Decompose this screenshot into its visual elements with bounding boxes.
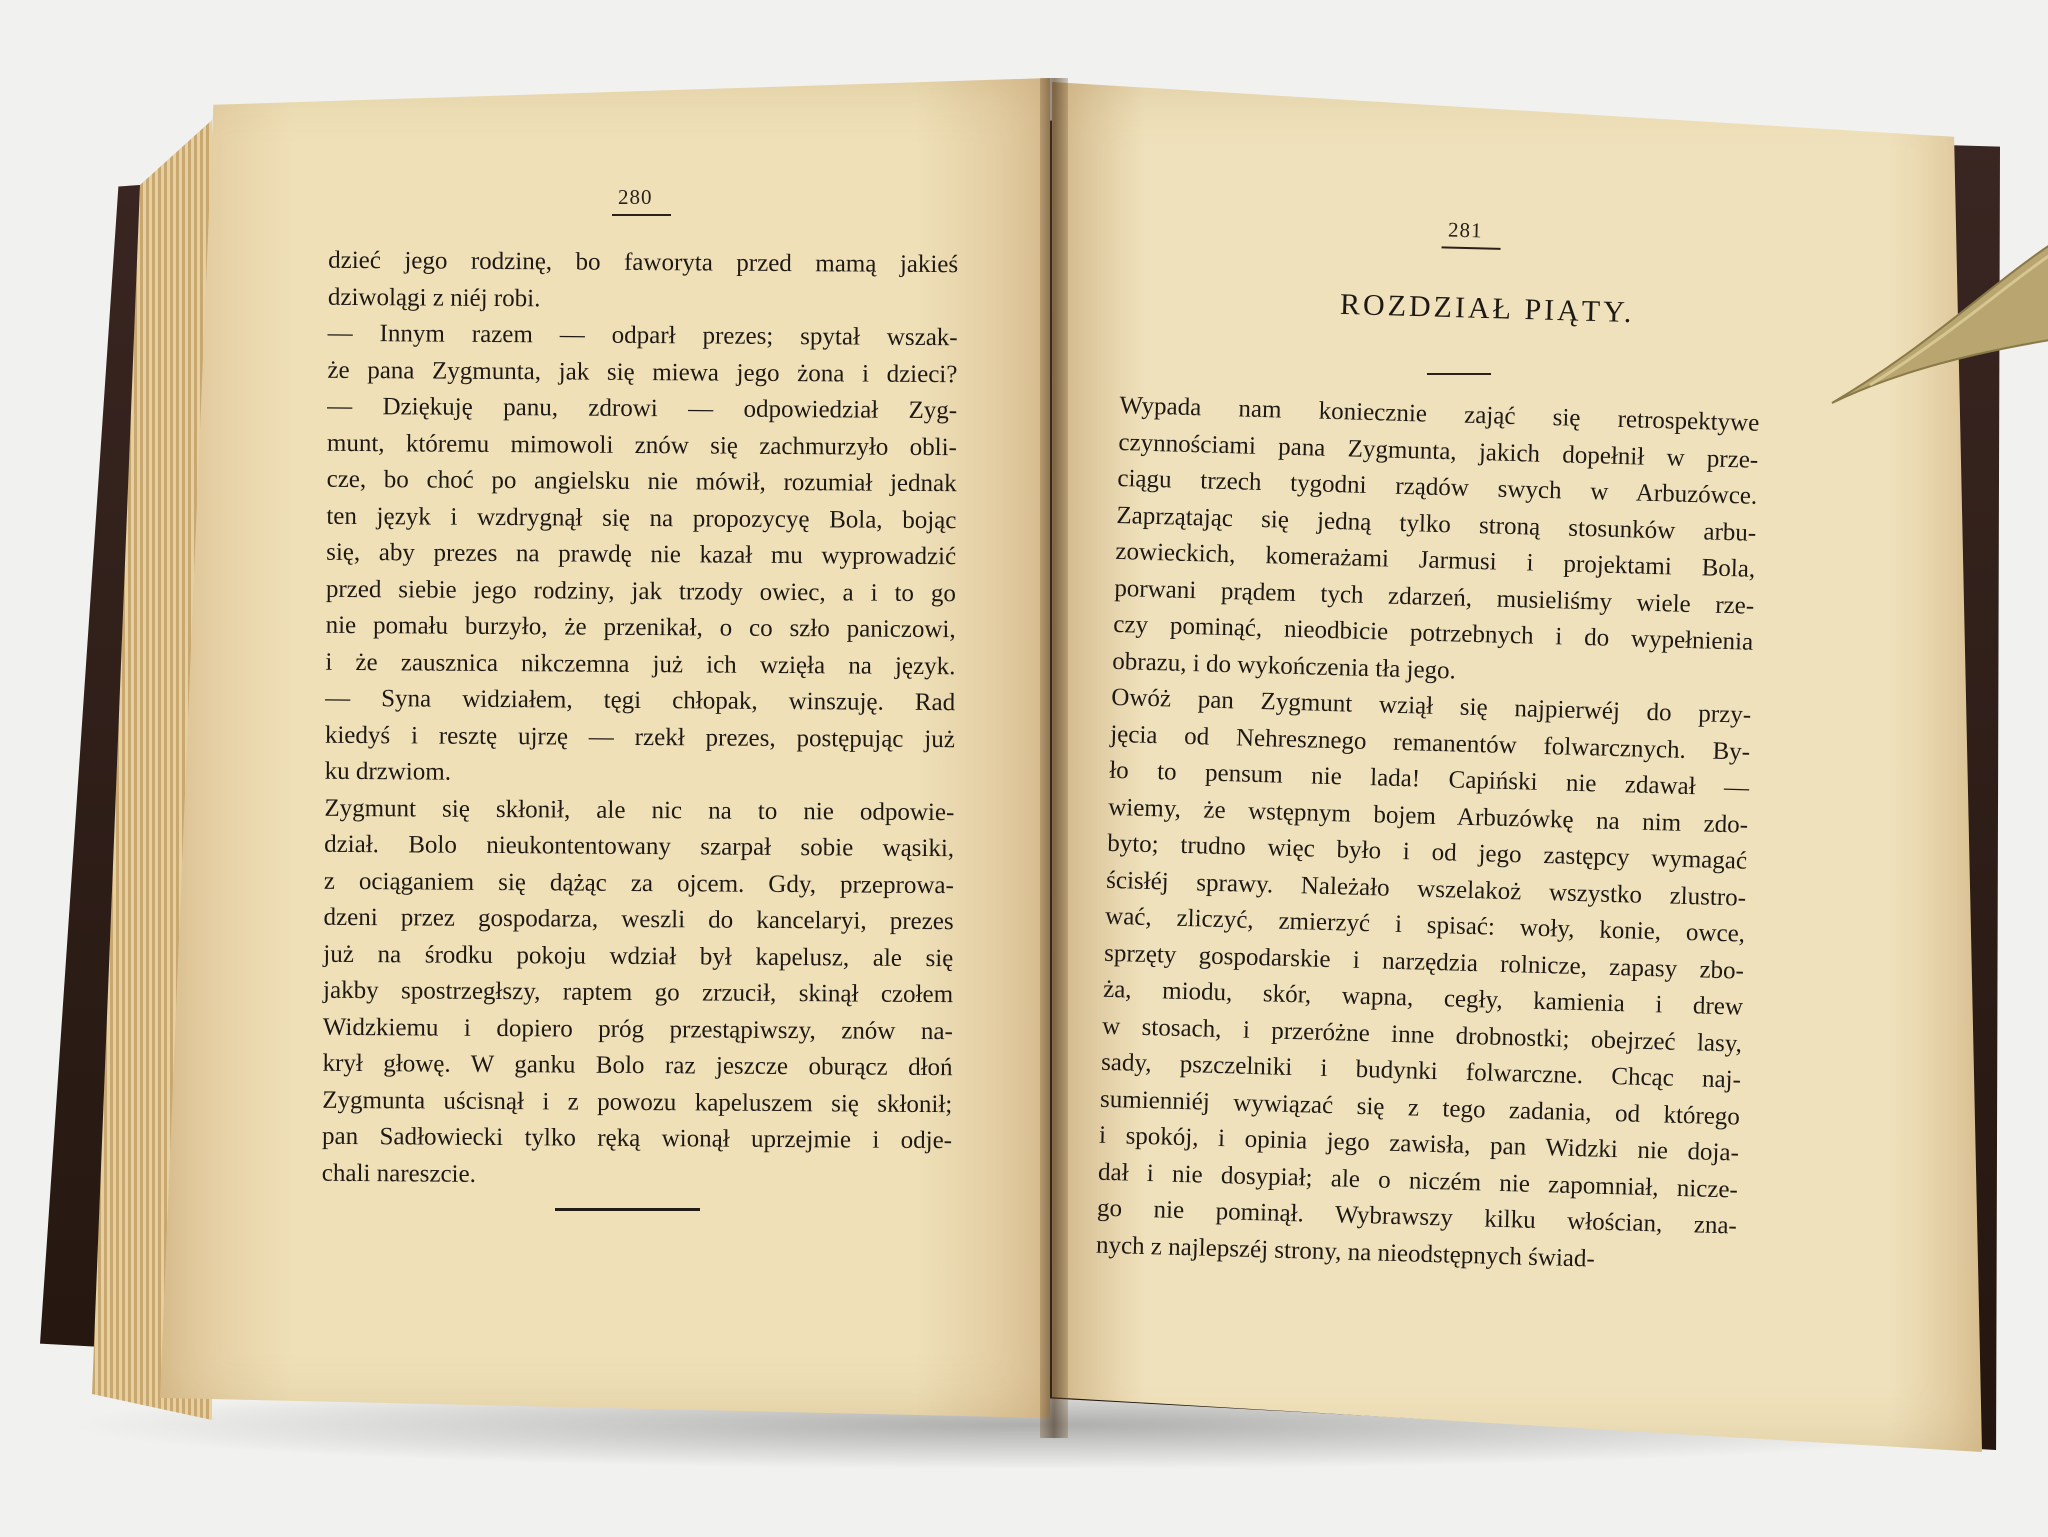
text-line: że pana Zygmunta, jak się miewa jego żona i dzieci? (327, 356, 958, 388)
text-line: ża, miodu, skór, wapna, cegły, kamienia i drew (1102, 975, 1744, 1021)
text-line: zowieckich, komerażami Jarmusi i projektami Bola, (1115, 537, 1756, 583)
text-line: jakby spostrzegłszy, raptem go zrzucił, skinął czołem (323, 976, 954, 1009)
text-line: Widzkiemu i dopiero próg przestąpiwszy, znów na- (322, 1013, 953, 1045)
text-line: sady, pszczelniki i budynki folwarczne. Chcąc naj- (1100, 1048, 1742, 1094)
text-line: nie pomału burzyło, że przenikał, o co szło paniczowi, (325, 611, 956, 644)
chapter-rule (1427, 373, 1491, 375)
text-line: ścisłéj sprawy. Należało wszelakoż wszystko zlustro- (1105, 866, 1747, 912)
text-line: byto; trudno więc było i od jego zastępcy wymagać (1106, 829, 1748, 875)
text-line: Wypada nam koniecznie zająć się retrospektywe (1119, 391, 1760, 437)
text-line: ku drzwiom. (324, 757, 452, 786)
text-line: pan Sadłowiecki tylko ręką wionął uprzejmie i odje- (321, 1122, 953, 1155)
text-line: i spokój, i opinia jego zawisła, pan Widzki nie doja- (1098, 1121, 1740, 1167)
text-line: obrazu, i do wykończenia tła jego. (1112, 647, 1457, 684)
text-line: cze, bo choć po angielsku nie mówił, rozumiał jednak (326, 465, 957, 498)
text-line: kiedyś i resztę ujrzę — rzekł prezes, postępując już (324, 721, 955, 753)
brass-bookmark (1830, 225, 2048, 415)
text-line: Owóż pan Zygmunt wziął się najpierwéj do przy- (1110, 683, 1752, 729)
text-line: z ociąganiem się dążąc za ojcem. Gdy, przeprowa- (323, 867, 954, 899)
chapter-title: ROZDZIAŁ PIĄTY. (1339, 287, 1635, 330)
text-line: — Dziękuję panu, zdrowi — odpowiedział Zyg- (327, 392, 958, 425)
text-line: ciągu trzech tygodni rządów swych w Arbuzówce. (1117, 464, 1758, 510)
right-page-text (1096, 388, 1760, 1282)
section-end-rule (555, 1208, 700, 1211)
text-line: — Syna widziałem, tęgi chłopak, winszuję. Rad (325, 684, 956, 717)
text-line: wać, zliczyć, zmierzyć i spisać: woły, konie, owce, (1104, 902, 1746, 948)
text-line: ten język i wzdrygnął się na propozycyę Bola, bojąc (326, 502, 957, 534)
text-line: porwani prądem tych zdarzeń, musieliśmy wiele rze- (1114, 574, 1755, 620)
text-line: dał i nie dosypiał; ale o niczém nie zapomniał, nicze- (1097, 1158, 1739, 1204)
text-line: — Innym razem — odparł prezes; spytał wszak- (327, 319, 958, 352)
book-gutter (1040, 78, 1068, 1438)
text-line: wiemy, że wstępnym bojem Arbuzówkę na nim zdo- (1107, 793, 1749, 839)
text-line: czynnościami pana Zygmunta, jakich dopełnił w prze- (1118, 428, 1759, 474)
right-page-number: 281 (1447, 217, 1483, 243)
text-line: sprzęty gospodarskie i narzędzia rolnicze, zapasy zbo- (1103, 939, 1745, 985)
text-line: i że zausznica nikczemna już ich wzięła na język. (325, 648, 956, 680)
text-line: nych z najlepszéj strony, na nieodstępnych świad- (1095, 1231, 1596, 1273)
text-line: sumienniéj wywiązać się z tego zadania, od którego (1099, 1085, 1741, 1131)
left-page-text (322, 243, 959, 1196)
left-page-number: 280 (618, 185, 653, 209)
text-line: Zygmunt się skłonił, ale nic na to nie odpowie- (324, 794, 955, 826)
text-line: go nie pominął. Wybrawszy kilku włościan, zna- (1096, 1194, 1738, 1240)
text-line: przed siebie jego rodziny, jak trzody owiec, a i to go (325, 575, 956, 607)
text-line: już na środku pokoju wdział był kapelusz, ale się (323, 940, 954, 972)
text-line: Zaprzątając się jedną tylko stroną stosunków arbu- (1116, 501, 1757, 547)
text-line: dzieć jego rodzinę, bo faworyta przed mamą jakieś (328, 246, 959, 279)
text-line: chali nareszcie. (321, 1159, 476, 1188)
text-line: w stosach, i przeróżne inne drobnostki; obejrzeć lasy, (1101, 1012, 1743, 1058)
text-line: czy pominąć, nieodbicie potrzebnych i do wypełnienia (1113, 610, 1754, 656)
text-line: Zygmunta uścisnął i z powozu kapeluszem się skłonił; (322, 1086, 953, 1118)
text-line: ło to pensum nie lada! Capiński nie zdawał — (1108, 756, 1750, 802)
text-line: jęcia od Nehresznego remanentów folwarcznych. By- (1109, 720, 1751, 766)
text-line: dział. Bolo nieukontentowany szarpał sobie wąsiki, (324, 830, 955, 863)
text-line: się, aby prezes na prawdę nie kazał mu wyprowadzić (326, 538, 957, 571)
text-line: krył głowę. W ganku Bolo raz jeszcze oburącz dłoń (322, 1049, 953, 1082)
text-line: dziwolągi z niéj robi. (327, 283, 541, 312)
text-line: munt, któremu mimowoli znów się zachmurzyło obli- (326, 429, 958, 461)
text-line: dzeni przez gospodarza, weszli do kancelaryi, prezes (323, 903, 954, 936)
